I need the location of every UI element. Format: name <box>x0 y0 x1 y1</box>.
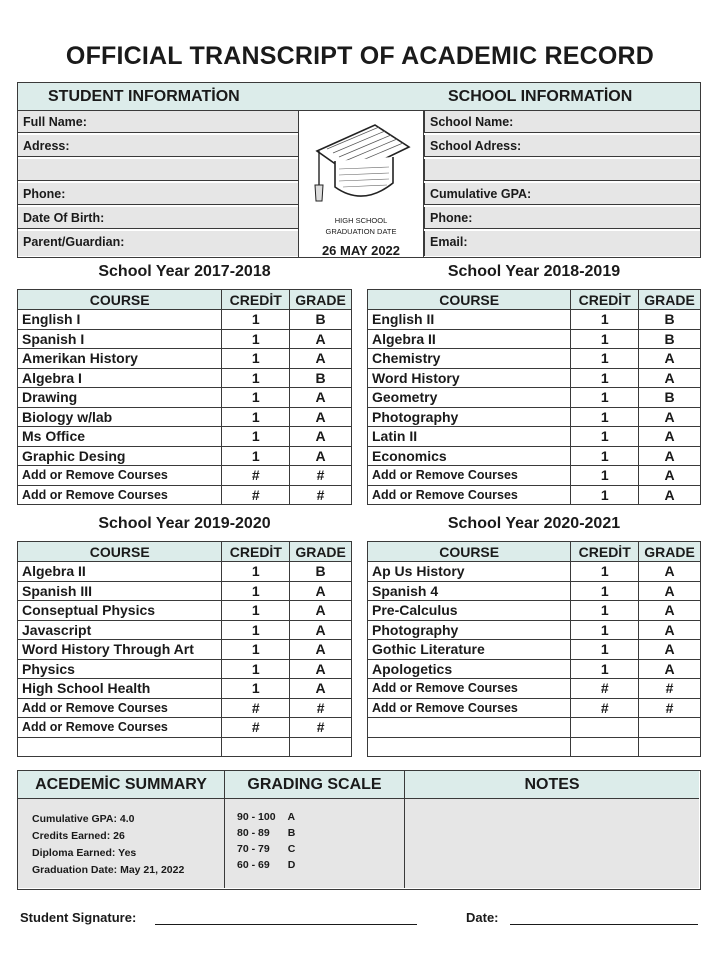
student-field-guardian[interactable]: Parent/Guardian: <box>18 231 298 256</box>
col-header-credit: CREDİT <box>571 542 639 562</box>
course-cell[interactable] <box>368 737 571 757</box>
course-cell[interactable]: Add or Remove Courses <box>368 698 571 718</box>
credit-cell[interactable]: 1 <box>571 485 639 505</box>
table-row <box>368 737 701 757</box>
credit-cell[interactable]: 1 <box>222 388 290 408</box>
grade-cell[interactable]: # <box>290 485 352 505</box>
table-row <box>368 640 701 660</box>
course-cell[interactable]: Conseptual Physics <box>18 601 222 621</box>
course-cell[interactable]: Add or Remove Courses <box>368 679 571 699</box>
grade-cell[interactable]: A <box>639 485 701 505</box>
credit-cell[interactable] <box>222 737 290 757</box>
credit-cell[interactable]: 1 <box>222 581 290 601</box>
grade-cell[interactable]: A <box>290 407 352 427</box>
grade-cell[interactable]: B <box>639 310 701 330</box>
grade-cell[interactable]: A <box>639 407 701 427</box>
info-section <box>17 82 701 258</box>
table-row <box>18 388 352 408</box>
table-row <box>18 640 352 660</box>
course-cell[interactable]: Add or Remove Courses <box>368 485 571 505</box>
notes-heading: NOTES <box>405 771 699 799</box>
grade-cell[interactable]: A <box>290 640 352 660</box>
course-cell[interactable] <box>368 718 571 738</box>
grade-cell[interactable]: A <box>290 446 352 466</box>
course-cell[interactable]: Chemistry <box>368 349 571 369</box>
grade-cell[interactable]: A <box>290 349 352 369</box>
grade-cell[interactable]: # <box>290 718 352 738</box>
credit-cell[interactable]: 1 <box>222 659 290 679</box>
grade-cell[interactable]: # <box>639 679 701 699</box>
grade-cell[interactable]: B <box>290 310 352 330</box>
summary-section <box>17 770 701 890</box>
table-row <box>368 407 701 427</box>
transcript-title: OFFICIAL TRANSCRIPT OF ACADEMIC RECORD <box>65 42 655 70</box>
course-cell[interactable]: Latin II <box>368 427 571 447</box>
grade-cell[interactable]: A <box>639 446 701 466</box>
school-info-heading: SCHOOL INFORMATİON <box>418 83 700 111</box>
school-field-phone[interactable]: Phone: <box>424 207 700 229</box>
year-title-2020-2021: School Year 2020-2021 <box>447 515 621 532</box>
grade-cell[interactable]: A <box>639 620 701 640</box>
col-header-grade: GRADE <box>639 290 701 310</box>
course-cell[interactable]: Add or Remove Courses <box>18 698 222 718</box>
table-row <box>368 679 701 699</box>
scale-row: 80 - 89 B <box>237 827 296 839</box>
credit-cell[interactable]: # <box>222 698 290 718</box>
credit-cell[interactable]: 1 <box>571 466 639 486</box>
notes-area[interactable] <box>405 799 699 888</box>
grade-cell[interactable]: A <box>290 620 352 640</box>
course-cell[interactable]: English I <box>18 310 222 330</box>
course-cell[interactable]: Add or Remove Courses <box>18 718 222 738</box>
credit-cell[interactable]: 1 <box>222 601 290 621</box>
credit-cell[interactable]: 1 <box>571 581 639 601</box>
school-field-gpa[interactable]: Cumulative GPA: <box>424 183 700 205</box>
course-cell[interactable]: Spanish III <box>18 581 222 601</box>
course-cell[interactable]: English II <box>368 310 571 330</box>
table-header-row <box>368 290 701 310</box>
table-row <box>368 388 701 408</box>
table-row <box>18 368 352 388</box>
grade-cell[interactable]: A <box>290 659 352 679</box>
grade-cell[interactable]: B <box>290 368 352 388</box>
course-cell[interactable]: Photography <box>368 620 571 640</box>
grade-cell[interactable]: A <box>639 640 701 660</box>
school-field-email[interactable]: Email: <box>424 231 700 256</box>
col-header-course: COURSE <box>18 542 222 562</box>
course-cell[interactable]: Javascript <box>18 620 222 640</box>
student-info-heading: STUDENT INFORMATİON <box>18 83 298 111</box>
table-header-row <box>18 290 352 310</box>
course-cell[interactable]: Spanish I <box>18 329 222 349</box>
table-row <box>18 562 352 582</box>
table-row <box>368 718 701 738</box>
table-row <box>18 349 352 369</box>
course-cell[interactable]: Economics <box>368 446 571 466</box>
graduation-cap-icon <box>309 117 413 215</box>
table-row <box>18 737 352 757</box>
student-field-dob[interactable]: Date Of Birth: <box>18 207 298 229</box>
credit-cell[interactable]: 1 <box>571 310 639 330</box>
course-cell[interactable]: Algebra II <box>18 562 222 582</box>
table-row <box>368 368 701 388</box>
course-table-2019-2020 <box>17 541 352 757</box>
credit-cell[interactable]: 1 <box>222 329 290 349</box>
credit-cell[interactable]: 1 <box>571 368 639 388</box>
grading-scale-heading: GRADING SCALE <box>225 771 404 799</box>
course-cell[interactable]: Algebra II <box>368 329 571 349</box>
table-row <box>18 446 352 466</box>
credit-cell[interactable]: # <box>222 485 290 505</box>
credit-cell[interactable]: 1 <box>571 329 639 349</box>
credit-cell[interactable]: 1 <box>222 679 290 699</box>
course-cell[interactable]: Physics <box>18 659 222 679</box>
col-header-grade: GRADE <box>290 542 352 562</box>
course-cell[interactable]: Geometry <box>368 388 571 408</box>
grade-cell[interactable]: A <box>639 466 701 486</box>
course-cell[interactable]: Word History Through Art <box>18 640 222 660</box>
year-title-2019-2020: School Year 2019-2020 <box>98 515 271 532</box>
academic-summary-panel <box>18 771 225 888</box>
course-cell[interactable]: Pre-Calculus <box>368 601 571 621</box>
summary-line-diploma: Diploma Earned: Yes <box>32 847 137 859</box>
credit-cell[interactable]: 1 <box>222 640 290 660</box>
credit-cell[interactable]: 1 <box>571 407 639 427</box>
table-row <box>18 407 352 427</box>
grade-cell[interactable]: # <box>639 698 701 718</box>
table-row <box>368 698 701 718</box>
grade-cell[interactable]: A <box>639 427 701 447</box>
credit-cell[interactable] <box>571 737 639 757</box>
notes-panel[interactable] <box>405 771 699 888</box>
course-table-2018-2019 <box>367 289 701 505</box>
course-table-2020-2021 <box>367 541 701 757</box>
student-field-full-name[interactable]: Full Name: <box>18 111 298 133</box>
grade-cell[interactable]: # <box>290 466 352 486</box>
year-title-2018-2019: School Year 2018-2019 <box>447 263 621 280</box>
student-signature-label: Student Signature: <box>20 910 137 925</box>
student-signature-line[interactable] <box>155 924 417 925</box>
col-header-course: COURSE <box>18 290 222 310</box>
grade-cell[interactable]: B <box>639 388 701 408</box>
grade-cell[interactable] <box>639 737 701 757</box>
school-field-address[interactable]: School Adress: <box>424 135 700 157</box>
credit-cell[interactable] <box>571 718 639 738</box>
grade-cell[interactable]: A <box>290 601 352 621</box>
table-row <box>368 485 701 505</box>
col-header-course: COURSE <box>368 542 571 562</box>
table-row <box>18 581 352 601</box>
school-field-address-2[interactable] <box>424 159 700 181</box>
credit-cell[interactable]: 1 <box>571 349 639 369</box>
table-row <box>368 446 701 466</box>
table-row <box>18 310 352 330</box>
course-cell[interactable]: High School Health <box>18 679 222 699</box>
course-cell[interactable]: Add or Remove Courses <box>18 485 222 505</box>
table-row <box>18 466 352 486</box>
grade-cell[interactable]: # <box>290 698 352 718</box>
graduation-box <box>298 111 424 257</box>
grade-cell[interactable]: A <box>290 329 352 349</box>
col-header-credit: CREDİT <box>222 290 290 310</box>
table-row <box>368 310 701 330</box>
table-row <box>368 659 701 679</box>
table-row <box>18 485 352 505</box>
course-cell[interactable]: Add or Remove Courses <box>368 466 571 486</box>
course-table-2017-2018 <box>17 289 352 505</box>
credit-cell[interactable]: 1 <box>571 640 639 660</box>
credit-cell[interactable]: # <box>571 698 639 718</box>
date-label: Date: <box>466 910 499 925</box>
col-header-grade: GRADE <box>639 542 701 562</box>
student-field-phone[interactable]: Phone: <box>18 183 298 205</box>
col-header-credit: CREDİT <box>222 542 290 562</box>
grade-cell[interactable]: A <box>290 388 352 408</box>
course-cell[interactable]: Gothic Literature <box>368 640 571 660</box>
credit-cell[interactable]: 1 <box>571 601 639 621</box>
course-cell[interactable]: Algebra I <box>18 368 222 388</box>
grade-cell[interactable]: B <box>290 562 352 582</box>
graduation-caption <box>299 215 423 237</box>
credit-cell[interactable]: # <box>571 679 639 699</box>
course-cell[interactable]: Ap Us History <box>368 562 571 582</box>
student-field-address-2[interactable] <box>18 159 298 181</box>
grade-cell[interactable]: A <box>639 349 701 369</box>
table-row <box>18 329 352 349</box>
table-row <box>368 427 701 447</box>
course-cell[interactable]: Drawing <box>18 388 222 408</box>
credit-cell[interactable]: 1 <box>222 310 290 330</box>
scale-row: 90 - 100 A <box>237 811 296 823</box>
academic-summary-heading: ACEDEMİC SUMMARY <box>18 771 224 799</box>
grade-cell[interactable]: A <box>639 581 701 601</box>
grade-cell[interactable]: A <box>290 427 352 447</box>
course-cell[interactable] <box>18 737 222 757</box>
table-header-row <box>368 542 701 562</box>
summary-line-graduation: Graduation Date: May 21, 2022 <box>32 864 185 876</box>
credit-cell[interactable]: 1 <box>222 446 290 466</box>
course-cell[interactable]: Amerikan History <box>18 349 222 369</box>
table-row <box>18 601 352 621</box>
grade-cell[interactable] <box>639 718 701 738</box>
table-row <box>368 349 701 369</box>
credit-cell[interactable]: 1 <box>222 349 290 369</box>
table-row <box>368 620 701 640</box>
course-cell[interactable]: Ms Office <box>18 427 222 447</box>
table-row <box>18 659 352 679</box>
scale-row: 70 - 79 C <box>237 843 296 855</box>
table-row <box>368 329 701 349</box>
student-field-address[interactable]: Adress: <box>18 135 298 157</box>
summary-line-gpa: Cumulative GPA: 4.0 <box>32 813 135 825</box>
info-heading-spacer <box>298 83 418 111</box>
credit-cell[interactable]: # <box>222 466 290 486</box>
table-header-row <box>18 542 352 562</box>
table-row <box>18 427 352 447</box>
table-row <box>18 698 352 718</box>
grade-cell[interactable]: A <box>639 659 701 679</box>
credit-cell[interactable]: # <box>222 718 290 738</box>
course-cell[interactable]: Apologetics <box>368 659 571 679</box>
school-field-name[interactable]: School Name: <box>424 111 700 133</box>
table-row <box>18 679 352 699</box>
grading-scale-panel <box>225 771 405 888</box>
col-header-course: COURSE <box>368 290 571 310</box>
year-title-2017-2018: School Year 2017-2018 <box>98 263 271 280</box>
course-cell[interactable]: Word History <box>368 368 571 388</box>
credit-cell[interactable]: 1 <box>571 427 639 447</box>
date-line[interactable] <box>510 924 698 925</box>
grade-cell[interactable]: A <box>290 581 352 601</box>
course-cell[interactable]: Graphic Desing <box>18 446 222 466</box>
course-cell[interactable]: Add or Remove Courses <box>18 466 222 486</box>
credit-cell[interactable]: 1 <box>571 562 639 582</box>
credit-cell[interactable]: 1 <box>571 388 639 408</box>
col-header-grade: GRADE <box>290 290 352 310</box>
table-row <box>368 581 701 601</box>
grade-cell[interactable] <box>290 737 352 757</box>
course-cell[interactable]: Photography <box>368 407 571 427</box>
credit-cell[interactable]: 1 <box>571 659 639 679</box>
credit-cell[interactable]: 1 <box>222 407 290 427</box>
credit-cell[interactable]: 1 <box>222 562 290 582</box>
course-cell[interactable]: Spanish 4 <box>368 581 571 601</box>
grade-cell[interactable]: A <box>639 601 701 621</box>
table-row <box>368 601 701 621</box>
graduation-date: 26 MAY 2022 <box>321 243 401 258</box>
summary-line-credits: Credits Earned: 26 <box>32 830 125 842</box>
credit-cell[interactable]: 1 <box>571 446 639 466</box>
grade-cell[interactable]: B <box>639 329 701 349</box>
grade-cell[interactable]: A <box>639 562 701 582</box>
grade-cell[interactable]: A <box>639 368 701 388</box>
table-row <box>368 466 701 486</box>
table-row <box>368 562 701 582</box>
graduation-caption-line1: HIGH SCHOOL <box>334 216 388 225</box>
credit-cell[interactable]: 1 <box>222 368 290 388</box>
scale-row: 60 - 69 D <box>237 859 296 871</box>
grade-cell[interactable]: A <box>290 679 352 699</box>
credit-cell[interactable]: 1 <box>571 620 639 640</box>
credit-cell[interactable]: 1 <box>222 620 290 640</box>
credit-cell[interactable]: 1 <box>222 427 290 447</box>
col-header-credit: CREDİT <box>571 290 639 310</box>
graduation-caption-line2: GRADUATION DATE <box>325 227 397 236</box>
course-cell[interactable]: Biology w/lab <box>18 407 222 427</box>
table-row <box>18 718 352 738</box>
table-row <box>18 620 352 640</box>
